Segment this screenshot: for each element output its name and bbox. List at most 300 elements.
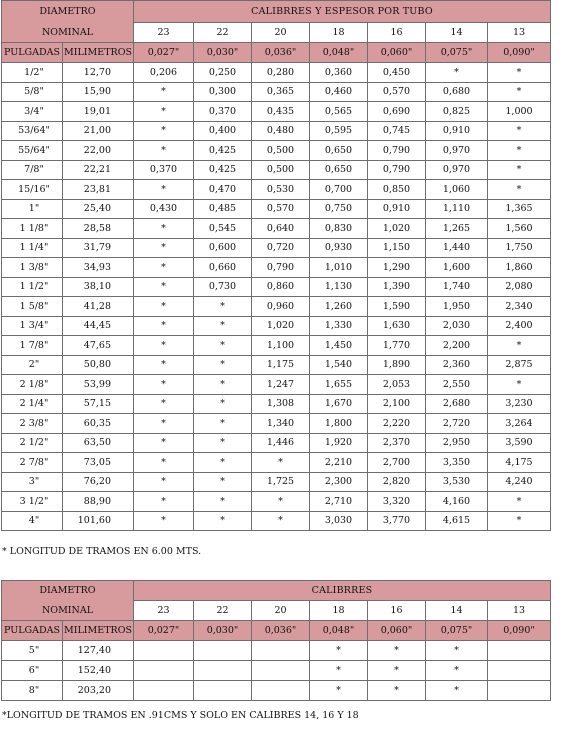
- cell-peso-calibre-18: 0,650: [310, 160, 368, 180]
- cell-pulgadas: 2": [2, 355, 63, 375]
- cell-peso-calibre-16: 0,450: [368, 63, 426, 83]
- table-row: [2, 141, 551, 161]
- cell-peso-calibre-20: 1,020: [252, 316, 310, 336]
- cell-milimetros: 19,01: [63, 102, 134, 122]
- cell-peso-calibre-23: *: [134, 472, 194, 492]
- cell-peso-calibre-16: 0,850: [368, 180, 426, 200]
- cell-peso-calibre-23: *: [134, 355, 194, 375]
- cell-peso-calibre-16: 0,690: [368, 102, 426, 122]
- cell-peso-calibre-20: 0,530: [252, 180, 310, 200]
- cell-peso-calibre-22: *: [194, 394, 252, 414]
- cell-peso-calibre-13: 1,860: [488, 258, 551, 278]
- cell-peso-calibre-13: *: [488, 82, 551, 102]
- table-row: [2, 414, 551, 434]
- cell-peso-calibre-20: *: [252, 453, 310, 473]
- calibre-header: 18: [310, 23, 368, 43]
- table-row: [2, 258, 551, 278]
- cell-peso-calibre-18: 1,540: [310, 355, 368, 375]
- cell-peso-calibre-18: 1,670: [310, 394, 368, 414]
- cell-peso-calibre-18: 1,800: [310, 414, 368, 434]
- cell-pulgadas: 1/2": [2, 63, 63, 83]
- cell-peso-calibre-22: 0,470: [194, 180, 252, 200]
- cell-pulgadas: 1 1/2": [2, 277, 63, 297]
- cell-peso-calibre-13: *: [488, 492, 551, 512]
- table-row: [2, 199, 551, 219]
- cell-peso-calibre-14: 2,550: [426, 375, 488, 395]
- calibre-header: 18: [310, 601, 368, 621]
- cell-peso-calibre-20: [252, 641, 310, 661]
- cell-peso-calibre-20: 0,790: [252, 258, 310, 278]
- cell-peso-calibre-22: 0,400: [194, 121, 252, 141]
- cell-milimetros: 47,65: [63, 336, 134, 356]
- cell-peso-calibre-16: 0,745: [368, 121, 426, 141]
- calibre-header: 23: [134, 601, 194, 621]
- cell-peso-calibre-18: 1,260: [310, 297, 368, 317]
- table-body: [2, 63, 551, 531]
- cell-peso-calibre-16: *: [368, 681, 426, 701]
- calibre-header: 20: [252, 601, 310, 621]
- calibre-header: 22: [194, 23, 252, 43]
- espesor-header: 0,048": [310, 621, 368, 641]
- cell-peso-calibre-18: 0,700: [310, 180, 368, 200]
- cell-peso-calibre-20: 1,340: [252, 414, 310, 434]
- cell-peso-calibre-22: 0,370: [194, 102, 252, 122]
- cell-peso-calibre-13: 1,000: [488, 102, 551, 122]
- cell-peso-calibre-20: 0,640: [252, 219, 310, 239]
- cell-peso-calibre-23: *: [134, 238, 194, 258]
- table-row: [2, 297, 551, 317]
- cell-peso-calibre-18: 0,650: [310, 141, 368, 161]
- cell-peso-calibre-20: 0,365: [252, 82, 310, 102]
- table-row: [2, 180, 551, 200]
- cell-peso-calibre-16: 3,320: [368, 492, 426, 512]
- cell-peso-calibre-14: 0,910: [426, 121, 488, 141]
- cell-milimetros: 57,15: [63, 394, 134, 414]
- cell-peso-calibre-13: 2,080: [488, 277, 551, 297]
- cell-pulgadas: 8": [2, 681, 63, 701]
- cell-peso-calibre-18: 0,930: [310, 238, 368, 258]
- cell-peso-calibre-22: 0,545: [194, 219, 252, 239]
- cell-milimetros: 60,35: [63, 414, 134, 434]
- footnote-longitud-91cm: *LONGITUD DE TRAMOS EN .91CMS Y SOLO EN CALIBRES 14, 16 Y 18: [2, 710, 359, 721]
- cell-peso-calibre-13: 1,750: [488, 238, 551, 258]
- cell-milimetros: 23,81: [63, 180, 134, 200]
- cell-peso-calibre-20: *: [252, 511, 310, 531]
- cell-peso-calibre-16: 3,770: [368, 511, 426, 531]
- cell-peso-calibre-20: 0,480: [252, 121, 310, 141]
- table-row: [2, 641, 551, 661]
- cell-peso-calibre-13: 1,365: [488, 199, 551, 219]
- cell-peso-calibre-16: 0,790: [368, 160, 426, 180]
- cell-peso-calibre-13: *: [488, 63, 551, 83]
- cell-peso-calibre-20: 0,435: [252, 102, 310, 122]
- cell-peso-calibre-18: *: [310, 641, 368, 661]
- cell-peso-calibre-14: *: [426, 63, 488, 83]
- cell-peso-calibre-18: 0,750: [310, 199, 368, 219]
- cell-peso-calibre-16: 1,390: [368, 277, 426, 297]
- header-milimetros: MILIMETROS: [63, 621, 134, 641]
- espesor-header: 0,090": [488, 43, 551, 63]
- cell-peso-calibre-14: *: [426, 661, 488, 681]
- cell-peso-calibre-20: 0,960: [252, 297, 310, 317]
- cell-peso-calibre-13: 3,264: [488, 414, 551, 434]
- cell-milimetros: 76,20: [63, 472, 134, 492]
- cell-peso-calibre-14: 1,740: [426, 277, 488, 297]
- cell-peso-calibre-23: *: [134, 336, 194, 356]
- cell-peso-calibre-13: *: [488, 160, 551, 180]
- cell-pulgadas: 3/4": [2, 102, 63, 122]
- cell-peso-calibre-16: 1,020: [368, 219, 426, 239]
- cell-peso-calibre-23: *: [134, 394, 194, 414]
- header-calibres-title: CALIBRRES: [134, 581, 551, 601]
- espesor-header: 0,090": [488, 621, 551, 641]
- table-row: [2, 394, 551, 414]
- cell-peso-calibre-18: 1,330: [310, 316, 368, 336]
- cell-peso-calibre-20: 0,860: [252, 277, 310, 297]
- cell-peso-calibre-13: 2,340: [488, 297, 551, 317]
- cell-peso-calibre-22: *: [194, 355, 252, 375]
- cell-peso-calibre-22: 0,250: [194, 63, 252, 83]
- cell-peso-calibre-14: 0,970: [426, 160, 488, 180]
- cell-peso-calibre-13: *: [488, 121, 551, 141]
- cell-peso-calibre-18: 0,565: [310, 102, 368, 122]
- espesor-header: 0,027": [134, 621, 194, 641]
- cell-pulgadas: 2 1/2": [2, 433, 63, 453]
- cell-peso-calibre-22: *: [194, 297, 252, 317]
- cell-peso-calibre-23: *: [134, 180, 194, 200]
- cell-milimetros: 203,20: [63, 681, 134, 701]
- table-row: [2, 511, 551, 531]
- espesor-header: 0,030": [194, 43, 252, 63]
- cell-pulgadas: 2 1/8": [2, 375, 63, 395]
- cell-peso-calibre-22: *: [194, 375, 252, 395]
- cell-peso-calibre-18: 1,920: [310, 433, 368, 453]
- cell-peso-calibre-14: 2,030: [426, 316, 488, 336]
- cell-pulgadas: 55/64": [2, 141, 63, 161]
- cell-peso-calibre-14: 1,950: [426, 297, 488, 317]
- cell-peso-calibre-13: 2,400: [488, 316, 551, 336]
- cell-peso-calibre-14: 1,600: [426, 258, 488, 278]
- table-row: [2, 681, 551, 701]
- cell-peso-calibre-16: *: [368, 661, 426, 681]
- cell-milimetros: 41,28: [63, 297, 134, 317]
- cell-peso-calibre-16: 1,290: [368, 258, 426, 278]
- espesor-header: 0,060": [368, 621, 426, 641]
- cell-peso-calibre-16: 2,820: [368, 472, 426, 492]
- cell-peso-calibre-16: 1,150: [368, 238, 426, 258]
- cell-pulgadas: 2 3/8": [2, 414, 63, 434]
- cell-peso-calibre-14: 2,950: [426, 433, 488, 453]
- cell-peso-calibre-18: *: [310, 681, 368, 701]
- cell-peso-calibre-16: 1,590: [368, 297, 426, 317]
- cell-peso-calibre-16: *: [368, 641, 426, 661]
- espesor-header: 0,030": [194, 621, 252, 641]
- cell-milimetros: 38,10: [63, 277, 134, 297]
- calibre-header: 13: [488, 601, 551, 621]
- cell-peso-calibre-13: *: [488, 180, 551, 200]
- espesor-header: 0,075": [426, 43, 488, 63]
- cell-peso-calibre-23: *: [134, 121, 194, 141]
- cell-peso-calibre-20: 0,720: [252, 238, 310, 258]
- cell-peso-calibre-14: 1,265: [426, 219, 488, 239]
- cell-peso-calibre-14: 0,825: [426, 102, 488, 122]
- cell-peso-calibre-20: 1,446: [252, 433, 310, 453]
- cell-peso-calibre-13: *: [488, 375, 551, 395]
- cell-peso-calibre-13: 3,590: [488, 433, 551, 453]
- cell-pulgadas: 3": [2, 472, 63, 492]
- calibre-header: 16: [368, 601, 426, 621]
- table-body: [2, 641, 551, 701]
- cell-peso-calibre-18: 2,300: [310, 472, 368, 492]
- table-row: [2, 375, 551, 395]
- cell-peso-calibre-14: 2,200: [426, 336, 488, 356]
- cell-milimetros: 25,40: [63, 199, 134, 219]
- cell-milimetros: 34,93: [63, 258, 134, 278]
- cell-milimetros: 152,40: [63, 661, 134, 681]
- cell-peso-calibre-23: 0,370: [134, 160, 194, 180]
- table-row: [2, 355, 551, 375]
- cell-peso-calibre-20: 0,500: [252, 141, 310, 161]
- cell-peso-calibre-14: *: [426, 681, 488, 701]
- table-row: [2, 453, 551, 473]
- cell-pulgadas: 3 1/2": [2, 492, 63, 512]
- cell-peso-calibre-14: 3,350: [426, 453, 488, 473]
- calibre-header: 23: [134, 23, 194, 43]
- table-row: [2, 121, 551, 141]
- cell-peso-calibre-23: 0,430: [134, 199, 194, 219]
- table-row: [2, 238, 551, 258]
- cell-peso-calibre-14: 2,720: [426, 414, 488, 434]
- cell-peso-calibre-22: 0,425: [194, 141, 252, 161]
- cell-peso-calibre-23: *: [134, 297, 194, 317]
- cell-milimetros: 22,21: [63, 160, 134, 180]
- cell-peso-calibre-14: 0,680: [426, 82, 488, 102]
- cell-pulgadas: 1": [2, 199, 63, 219]
- cell-peso-calibre-22: [194, 641, 252, 661]
- cell-peso-calibre-22: 0,425: [194, 160, 252, 180]
- cell-peso-calibre-14: 4,615: [426, 511, 488, 531]
- cell-peso-calibre-23: *: [134, 453, 194, 473]
- table-calibres-espesor: [1, 0, 551, 531]
- cell-peso-calibre-23: [134, 681, 194, 701]
- table-row: [2, 472, 551, 492]
- cell-peso-calibre-18: 2,210: [310, 453, 368, 473]
- cell-peso-calibre-13: *: [488, 141, 551, 161]
- cell-peso-calibre-22: 0,600: [194, 238, 252, 258]
- cell-peso-calibre-18: 0,595: [310, 121, 368, 141]
- calibre-header: 13: [488, 23, 551, 43]
- cell-peso-calibre-14: 0,970: [426, 141, 488, 161]
- cell-milimetros: 50,80: [63, 355, 134, 375]
- header-nominal: NOMINAL: [2, 601, 134, 621]
- cell-peso-calibre-20: 1,175: [252, 355, 310, 375]
- cell-peso-calibre-18: 0,830: [310, 219, 368, 239]
- table-row: [2, 160, 551, 180]
- cell-peso-calibre-20: [252, 661, 310, 681]
- cell-pulgadas: 4": [2, 511, 63, 531]
- table-row: [2, 661, 551, 681]
- table-row: [2, 219, 551, 239]
- cell-peso-calibre-14: *: [426, 641, 488, 661]
- cell-peso-calibre-18: *: [310, 661, 368, 681]
- cell-peso-calibre-22: [194, 661, 252, 681]
- cell-pulgadas: 1 3/8": [2, 258, 63, 278]
- cell-peso-calibre-22: 0,300: [194, 82, 252, 102]
- table-row: [2, 492, 551, 512]
- calibre-header: 14: [426, 601, 488, 621]
- table-row: [2, 82, 551, 102]
- cell-peso-calibre-23: [134, 641, 194, 661]
- cell-peso-calibre-16: 1,630: [368, 316, 426, 336]
- cell-peso-calibre-16: 0,910: [368, 199, 426, 219]
- cell-peso-calibre-16: 2,370: [368, 433, 426, 453]
- cell-peso-calibre-20: 0,570: [252, 199, 310, 219]
- cell-milimetros: 21,00: [63, 121, 134, 141]
- espesor-header: 0,075": [426, 621, 488, 641]
- cell-milimetros: 73,05: [63, 453, 134, 473]
- cell-peso-calibre-13: *: [488, 511, 551, 531]
- cell-peso-calibre-13: 2,875: [488, 355, 551, 375]
- cell-milimetros: 31,79: [63, 238, 134, 258]
- table-row: [2, 336, 551, 356]
- cell-peso-calibre-18: 0,460: [310, 82, 368, 102]
- cell-peso-calibre-20: 0,280: [252, 63, 310, 83]
- cell-peso-calibre-20: *: [252, 492, 310, 512]
- cell-peso-calibre-16: 1,890: [368, 355, 426, 375]
- cell-peso-calibre-16: 2,700: [368, 453, 426, 473]
- cell-peso-calibre-16: 2,053: [368, 375, 426, 395]
- cell-peso-calibre-23: [134, 661, 194, 681]
- cell-peso-calibre-13: *: [488, 336, 551, 356]
- header-milimetros: MILIMETROS: [63, 43, 134, 63]
- cell-milimetros: 88,90: [63, 492, 134, 512]
- cell-peso-calibre-22: *: [194, 472, 252, 492]
- espesor-header: 0,048": [310, 43, 368, 63]
- cell-peso-calibre-23: *: [134, 82, 194, 102]
- cell-peso-calibre-14: 1,440: [426, 238, 488, 258]
- table-row: [2, 102, 551, 122]
- calibre-header: 20: [252, 23, 310, 43]
- cell-peso-calibre-18: 1,655: [310, 375, 368, 395]
- espesor-header: 0,027": [134, 43, 194, 63]
- calibre-header: 16: [368, 23, 426, 43]
- cell-peso-calibre-20: 1,308: [252, 394, 310, 414]
- cell-peso-calibre-22: 0,660: [194, 258, 252, 278]
- cell-peso-calibre-20: 1,725: [252, 472, 310, 492]
- cell-pulgadas: 53/64": [2, 121, 63, 141]
- table-row: [2, 433, 551, 453]
- cell-peso-calibre-22: *: [194, 511, 252, 531]
- cell-milimetros: 53,99: [63, 375, 134, 395]
- cell-pulgadas: 2 1/4": [2, 394, 63, 414]
- cell-milimetros: 15,90: [63, 82, 134, 102]
- calibre-header: 14: [426, 23, 488, 43]
- cell-peso-calibre-22: [194, 681, 252, 701]
- cell-peso-calibre-20: 1,247: [252, 375, 310, 395]
- cell-peso-calibre-16: 1,770: [368, 336, 426, 356]
- cell-peso-calibre-13: 3,230: [488, 394, 551, 414]
- cell-peso-calibre-18: 0,360: [310, 63, 368, 83]
- cell-pulgadas: 1 5/8": [2, 297, 63, 317]
- cell-pulgadas: 1 1/8": [2, 219, 63, 239]
- cell-pulgadas: 2 7/8": [2, 453, 63, 473]
- cell-peso-calibre-14: 3,530: [426, 472, 488, 492]
- cell-peso-calibre-23: *: [134, 277, 194, 297]
- header-diametro: DIAMETRO: [2, 1, 134, 23]
- cell-milimetros: 12,70: [63, 63, 134, 83]
- cell-peso-calibre-14: 2,360: [426, 355, 488, 375]
- cell-peso-calibre-23: *: [134, 141, 194, 161]
- cell-peso-calibre-23: *: [134, 102, 194, 122]
- header-nominal: NOMINAL: [2, 23, 134, 43]
- cell-peso-calibre-18: 1,450: [310, 336, 368, 356]
- cell-peso-calibre-13: [488, 661, 551, 681]
- cell-pulgadas: 5": [2, 641, 63, 661]
- cell-peso-calibre-22: 0,485: [194, 199, 252, 219]
- cell-peso-calibre-16: 2,220: [368, 414, 426, 434]
- cell-peso-calibre-22: *: [194, 433, 252, 453]
- cell-peso-calibre-22: *: [194, 316, 252, 336]
- cell-peso-calibre-20: 1,100: [252, 336, 310, 356]
- cell-peso-calibre-14: 1,110: [426, 199, 488, 219]
- cell-peso-calibre-14: 4,160: [426, 492, 488, 512]
- cell-peso-calibre-18: 1,130: [310, 277, 368, 297]
- cell-peso-calibre-23: *: [134, 433, 194, 453]
- espesor-header: 0,036": [252, 621, 310, 641]
- cell-peso-calibre-22: *: [194, 414, 252, 434]
- cell-peso-calibre-23: *: [134, 414, 194, 434]
- cell-peso-calibre-14: 1,060: [426, 180, 488, 200]
- cell-peso-calibre-22: *: [194, 453, 252, 473]
- cell-peso-calibre-23: *: [134, 511, 194, 531]
- cell-milimetros: 101,60: [63, 511, 134, 531]
- footnote-longitud-6m: * LONGITUD DE TRAMOS EN 6.00 MTS.: [2, 546, 202, 557]
- cell-pulgadas: 1 3/4": [2, 316, 63, 336]
- cell-pulgadas: 5/8": [2, 82, 63, 102]
- cell-pulgadas: 1 1/4": [2, 238, 63, 258]
- cell-peso-calibre-13: 4,175: [488, 453, 551, 473]
- calibre-header: 22: [194, 601, 252, 621]
- cell-peso-calibre-18: 3,030: [310, 511, 368, 531]
- cell-milimetros: 22,00: [63, 141, 134, 161]
- cell-peso-calibre-22: *: [194, 492, 252, 512]
- table-row: [2, 63, 551, 83]
- cell-peso-calibre-23: 0,206: [134, 63, 194, 83]
- cell-peso-calibre-13: [488, 681, 551, 701]
- cell-peso-calibre-20: [252, 681, 310, 701]
- cell-milimetros: 63,50: [63, 433, 134, 453]
- cell-peso-calibre-20: 0,500: [252, 160, 310, 180]
- cell-peso-calibre-16: 2,100: [368, 394, 426, 414]
- espesor-header: 0,060": [368, 43, 426, 63]
- cell-peso-calibre-23: *: [134, 375, 194, 395]
- cell-pulgadas: 7/8": [2, 160, 63, 180]
- table-calibres-grandes: [1, 580, 551, 701]
- table-row: [2, 277, 551, 297]
- cell-peso-calibre-16: 0,570: [368, 82, 426, 102]
- cell-peso-calibre-13: [488, 641, 551, 661]
- cell-peso-calibre-13: 1,560: [488, 219, 551, 239]
- cell-pulgadas: 15/16": [2, 180, 63, 200]
- cell-peso-calibre-14: 2,680: [426, 394, 488, 414]
- espesor-header: 0,036": [252, 43, 310, 63]
- cell-milimetros: 44,45: [63, 316, 134, 336]
- cell-peso-calibre-23: *: [134, 219, 194, 239]
- cell-peso-calibre-23: *: [134, 258, 194, 278]
- cell-milimetros: 127,40: [63, 641, 134, 661]
- cell-milimetros: 28,58: [63, 219, 134, 239]
- cell-peso-calibre-16: 0,790: [368, 141, 426, 161]
